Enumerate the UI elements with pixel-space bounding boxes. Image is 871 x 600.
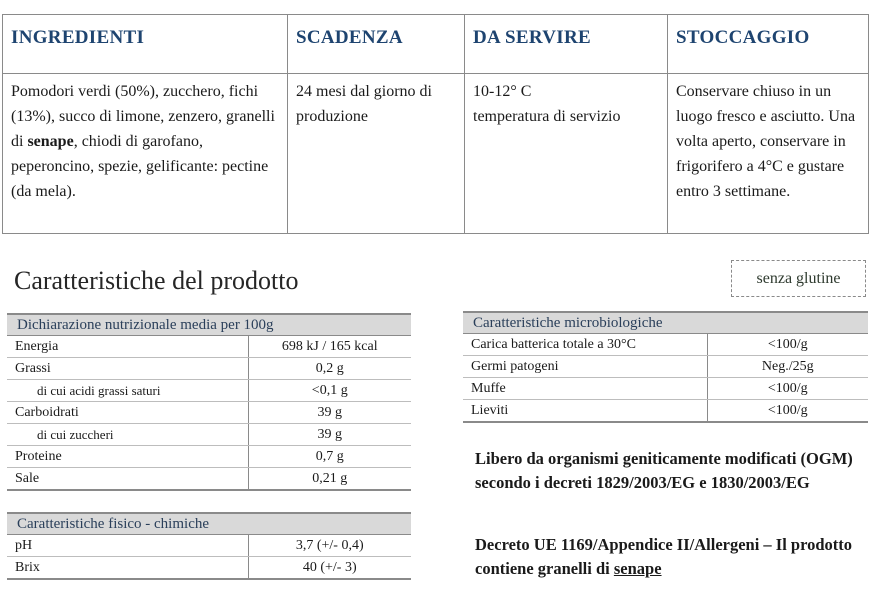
physchem-table: [7, 512, 411, 580]
table-row: [7, 424, 411, 446]
nutrient-value: 698 kJ / 165 kcal: [248, 336, 411, 358]
nutrient-label: Sale: [7, 468, 248, 491]
serving-temperature: 10-12° C: [473, 83, 532, 100]
nutrient-value: 0,2 g: [248, 358, 411, 380]
stoccaggio-cell: Conservare chiuso in un luogo fresco e asciutto. Una volta aperto, conservare in frigorifero a 4°C e gustare entro 3 settimane.: [668, 74, 869, 234]
nutrient-value: 0,7 g: [248, 446, 411, 468]
nutrition-table-header: Dichiarazione nutrizionale media per 100g: [7, 314, 411, 336]
nutrient-label: Carboidrati: [7, 402, 248, 424]
allergen-note-text: Decreto UE 1169/Appendice II/Allergeni – Il prodotto contiene granelli di: [475, 535, 853, 578]
product-info-header-row: [3, 15, 869, 74]
header-ingredienti: INGREDIENTI: [3, 15, 288, 74]
table-row: [7, 402, 411, 424]
header-stoccaggio: STOCCAGGIO: [668, 15, 869, 74]
micro-value: Neg./25g: [707, 356, 868, 378]
header-scadenza: SCADENZA: [288, 15, 465, 74]
nutrient-value: <0,1 g: [248, 380, 411, 402]
table-row: [7, 336, 411, 358]
ingredients-allergen: senape: [27, 133, 74, 150]
table-row: [463, 400, 868, 423]
physchem-label: Brix: [7, 557, 248, 580]
da-servire-cell: [465, 74, 668, 234]
nutrient-label: di cui acidi grassi saturi: [7, 380, 248, 402]
table-row: [7, 380, 411, 402]
product-info-body-row: [3, 74, 869, 234]
gmo-free-note: Libero da organismi geniticamente modificati (OGM) secondo i decreti 1829/2003/EG e 1830/2003/EG: [475, 449, 853, 492]
table-row: [463, 378, 868, 400]
table-row: [7, 358, 411, 380]
section-title: Caratteristiche del prodotto: [14, 266, 299, 295]
micro-value: <100/g: [707, 334, 868, 356]
nutrient-label: Grassi: [7, 358, 248, 380]
micro-table: [463, 311, 868, 423]
table-row: [463, 356, 868, 378]
allergen-name: senape: [613, 559, 662, 578]
micro-value: <100/g: [707, 400, 868, 423]
allergen-note: [475, 533, 865, 581]
ingredients-text-start: Pomodori verdi (50%), zucchero, fichi (13%), succo di limone, zenzero, granelli di: [11, 83, 275, 150]
table-row: [7, 468, 411, 491]
table-row: [7, 557, 411, 580]
nutrient-label: Energia: [7, 336, 248, 358]
physchem-value: 3,7 (+/- 0,4): [248, 535, 411, 557]
table-row: [7, 446, 411, 468]
micro-label: Germi patogeni: [463, 356, 707, 378]
serving-note: temperatura di servizio: [473, 108, 621, 125]
nutrient-value: 39 g: [248, 424, 411, 446]
micro-label: Carica batterica totale a 30°C: [463, 334, 707, 356]
ingredients-cell: [3, 74, 288, 234]
product-info-table: [2, 14, 869, 234]
ingredients-text-end: , chiodi di garofano, peperoncino, spezie, gelificante: pectine (da mela).: [11, 133, 269, 200]
table-row: [463, 334, 868, 356]
nutrient-label: Proteine: [7, 446, 248, 468]
table-row: [7, 535, 411, 557]
scadenza-cell: 24 mesi dal giorno di produzione: [288, 74, 465, 234]
nutrient-label: di cui zuccheri: [7, 424, 248, 446]
nutrition-table: [7, 313, 411, 491]
micro-label: Lieviti: [463, 400, 707, 423]
nutrient-value: 0,21 g: [248, 468, 411, 491]
nutrient-value: 39 g: [248, 402, 411, 424]
micro-label: Muffe: [463, 378, 707, 400]
gluten-free-badge: senza glutine: [731, 260, 866, 297]
micro-value: <100/g: [707, 378, 868, 400]
micro-table-header: Caratteristiche microbiologiche: [463, 312, 868, 334]
physchem-table-header: Caratteristiche fisico - chimiche: [7, 513, 411, 535]
physchem-label: pH: [7, 535, 248, 557]
header-da-servire: DA SERVIRE: [465, 15, 668, 74]
physchem-value: 40 (+/- 3): [248, 557, 411, 580]
